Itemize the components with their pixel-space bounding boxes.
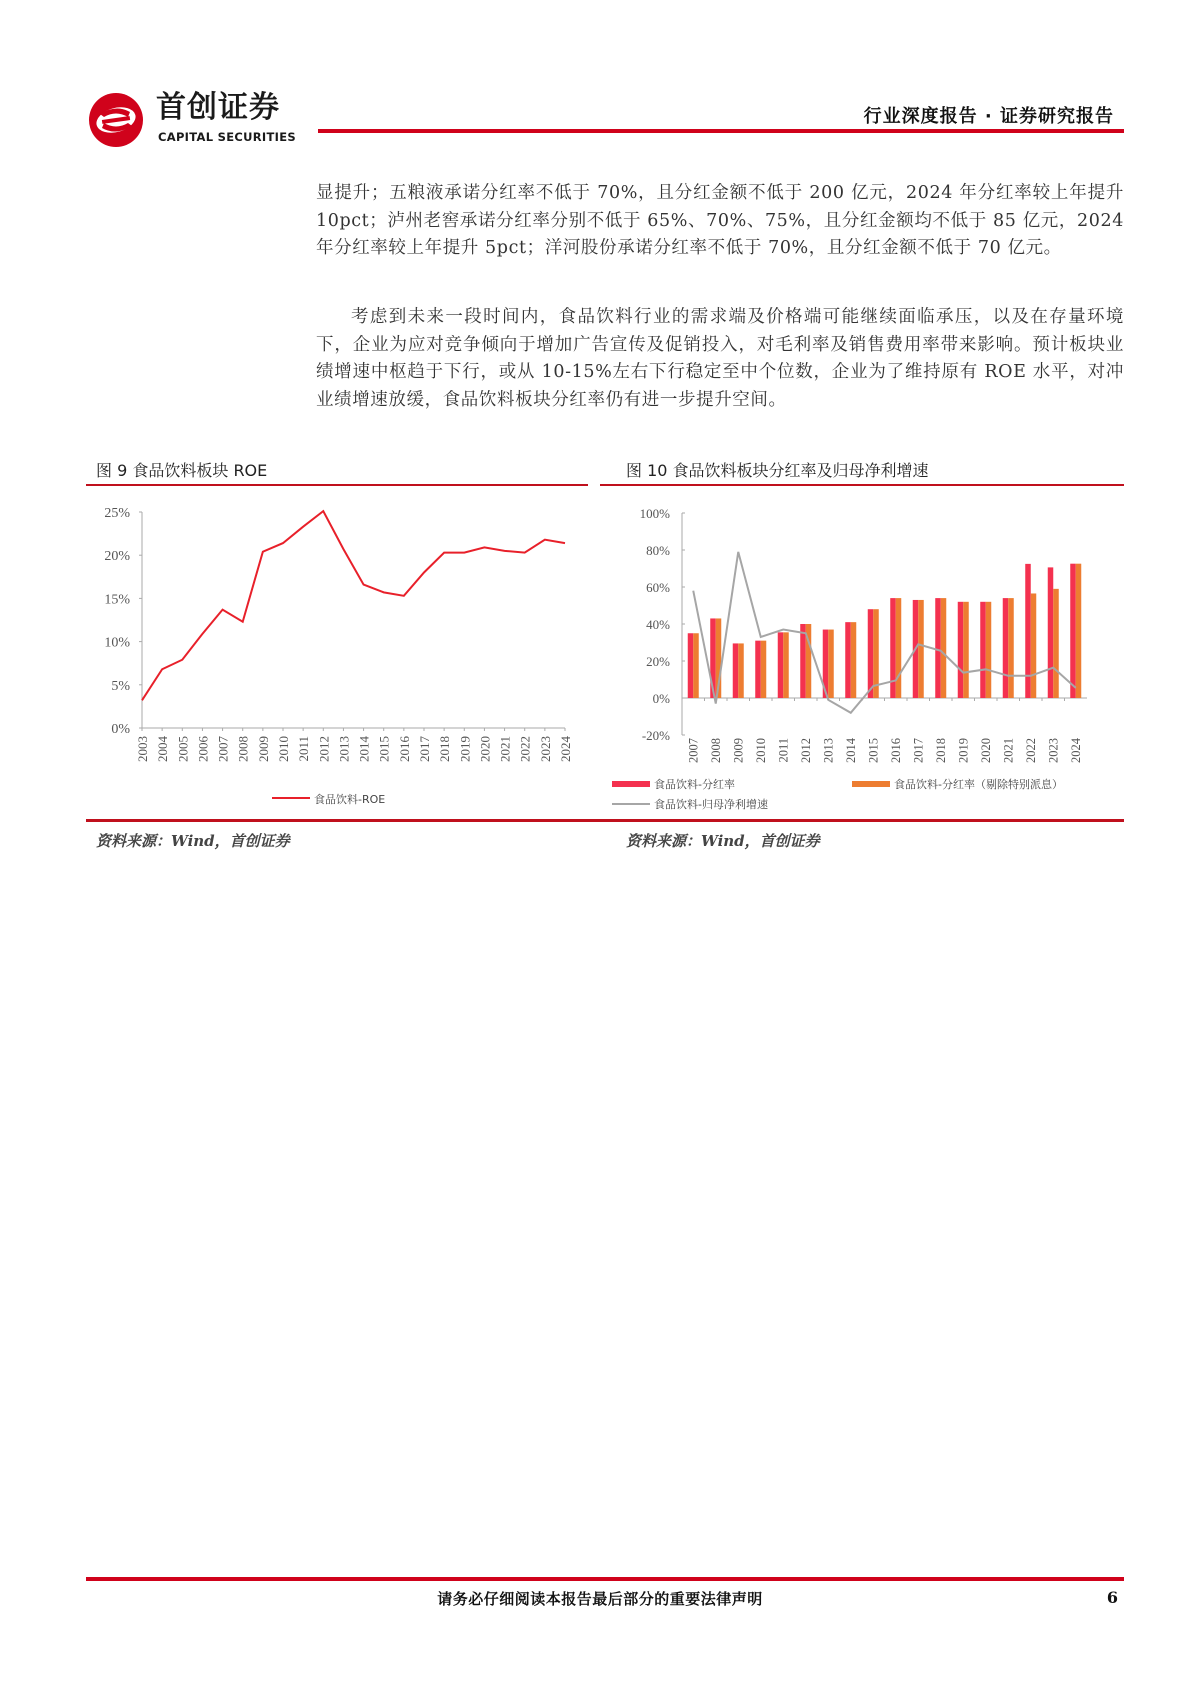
x-tick-label: 2015 [376, 736, 392, 762]
figure-9-source: 资料来源：Wind，首创证券 [96, 832, 290, 850]
y-tick-label: 80% [646, 543, 670, 558]
x-tick-label: 2013 [336, 736, 352, 762]
dividend-ratio-bar [1025, 564, 1031, 698]
legend-swatch-dividend-ex-special [852, 781, 890, 787]
y-tick-label: 100% [639, 506, 670, 521]
dividend-ratio-bar [1070, 564, 1076, 698]
figures-bottom-rule [86, 819, 1124, 822]
x-tick-label: 2017 [417, 736, 432, 762]
x-tick-label: 2014 [843, 738, 858, 763]
body-paragraph-2: 考虑到未来一段时间内，食品饮料行业的需求端及价格端可能继续面临承压，以及在存量环境下，企业为应对竞争倾向于增加广告宣传及促销投入，对毛利率及销售费用率带来影响。预计板块业绩增速中枢趋于下行，或从 10-15%左右下行稳定至中个位数，企业为了维持原有 ROE 水平，对冲业绩增速放缓，食品饮料板块分红率仍有进一步提升空间。 [316, 307, 1124, 410]
x-tick-label: 2022 [517, 736, 533, 762]
y-tick-label: 20% [104, 549, 130, 565]
x-tick-label: 2013 [821, 738, 836, 763]
dividend-ratio-bar [958, 602, 964, 698]
x-tick-label: 2019 [956, 738, 971, 763]
report-type-label: 行业深度报告 · 证券研究报告 [863, 106, 1114, 127]
y-tick-label: 40% [646, 617, 670, 632]
dividend-ratio-bar [688, 633, 694, 698]
dividend-ratio-bar [868, 609, 874, 698]
x-tick-label: 2012 [798, 738, 813, 763]
dividend-ratio-ex-special-bar [986, 602, 992, 698]
legend-label-growth: 食品饮料-归母净利增速 [654, 798, 768, 811]
y-tick-label: 0% [111, 722, 130, 737]
x-tick-label: 2014 [356, 736, 372, 762]
x-tick-label: 2008 [708, 738, 723, 763]
x-tick-label: 2006 [195, 736, 211, 762]
x-tick-label: 2022 [1023, 738, 1038, 763]
capital-securities-logo-icon [86, 90, 146, 150]
dividend-ratio-bar [980, 602, 986, 698]
x-tick-label: 2011 [296, 736, 312, 762]
dividend-ratio-bar [890, 598, 896, 698]
figure-10-source: 资料来源：Wind，首创证券 [626, 832, 820, 850]
dividend-ratio-ex-special-bar [896, 598, 902, 698]
x-tick-label: 2016 [396, 736, 412, 762]
y-tick-label: 10% [104, 635, 130, 651]
dividend-ratio-bar [778, 632, 784, 698]
x-tick-label: 2024 [1068, 738, 1083, 763]
dividend-ratio-ex-special-bar [941, 598, 947, 698]
x-tick-label: 2003 [135, 736, 150, 762]
x-tick-label: 2011 [776, 738, 791, 763]
y-tick-label: 5% [111, 678, 130, 694]
roe-series-line [142, 511, 565, 700]
legend-label: 食品饮料-ROE [314, 793, 386, 806]
figure-10-title: 图 10 食品饮料板块分红率及归母净利增速 [626, 461, 929, 480]
x-tick-label: 2020 [978, 738, 993, 763]
x-tick-label: 2019 [457, 736, 473, 762]
x-tick-label: 2017 [911, 738, 926, 763]
dividend-ratio-ex-special-bar [963, 602, 969, 698]
x-tick-label: 2005 [175, 736, 191, 762]
dividend-ratio-ex-special-bar [783, 632, 789, 698]
x-tick-label: 2009 [255, 736, 271, 762]
dividend-ratio-ex-special-bar [1076, 564, 1082, 698]
dividend-ratio-bar [845, 622, 851, 698]
net-profit-growth-line [693, 552, 1076, 713]
logo-chinese-name: 首创证券 [156, 90, 280, 125]
x-tick-label: 2012 [316, 736, 332, 762]
dividend-ratio-ex-special-bar [828, 630, 834, 698]
x-tick-label: 2010 [276, 736, 291, 762]
y-tick-label: 60% [646, 580, 670, 595]
x-tick-label: 2016 [888, 738, 903, 763]
x-tick-label: 2018 [437, 736, 453, 762]
x-tick-label: 2008 [235, 736, 251, 762]
dividend-ratio-ex-special-bar [1031, 593, 1037, 698]
header-divider [318, 129, 1124, 133]
dividend-ratio-chart [600, 490, 1124, 815]
figure-9-title-rule [86, 484, 588, 486]
dividend-ratio-ex-special-bar [851, 622, 857, 698]
dividend-ratio-ex-special-bar [761, 641, 767, 698]
dividend-ratio-bar [733, 643, 739, 698]
x-tick-label: 2020 [477, 736, 493, 762]
legal-disclaimer: 请务必仔细阅读本报告最后部分的重要法律声明 [437, 1590, 763, 1608]
y-tick-label: 0% [652, 691, 670, 706]
figure-10-title-rule [600, 484, 1124, 486]
dividend-ratio-ex-special-bar [693, 633, 699, 698]
x-tick-label: 2021 [1001, 738, 1016, 763]
dividend-ratio-bar [755, 641, 761, 698]
y-tick-label: 25% [104, 506, 130, 521]
legend-label-dividend-ex-special: 食品饮料-分红率（剔除特别派息） [894, 778, 1063, 791]
y-tick-label: 20% [646, 654, 670, 669]
dividend-ratio-bar [1003, 598, 1009, 698]
x-tick-label: 2004 [155, 736, 171, 762]
dividend-ratio-bar [935, 598, 941, 698]
logo-english-name: CAPITAL SECURITIES [158, 130, 296, 144]
x-tick-label: 2007 [215, 736, 231, 762]
x-tick-label: 2010 [753, 738, 768, 763]
dividend-ratio-ex-special-bar [1053, 589, 1059, 698]
y-tick-label: 15% [104, 592, 130, 608]
legend-label-dividend: 食品饮料-分红率 [654, 778, 735, 791]
page-number: 6 [1106, 1588, 1118, 1607]
body-paragraph-1: 显提升；五粮液承诺分红率不低于 70%，且分红金额不低于 200 亿元，2024 年分红率较上年提升 10pct；泸州老窖承诺分红率分别不低于 65%、70%、75%，且分红金额均不低于 85 亿元，2024 年分红率较上年提升 5pct；洋河股份承诺分红率不低于 70%，且分红金额不低于 70 亿元。 [316, 183, 1124, 258]
x-tick-label: 2018 [933, 738, 948, 763]
x-tick-label: 2024 [558, 736, 573, 762]
roe-line-chart [86, 490, 588, 815]
legend-swatch-dividend [612, 781, 650, 787]
figure-9-title: 图 9 食品饮料板块 ROE [96, 461, 268, 480]
x-tick-label: 2021 [497, 736, 513, 762]
x-tick-label: 2015 [866, 738, 881, 763]
x-tick-label: 2007 [686, 738, 701, 763]
x-tick-label: 2023 [537, 736, 553, 762]
dividend-ratio-bar [1048, 567, 1054, 698]
dividend-ratio-ex-special-bar [918, 600, 924, 698]
footer-divider [86, 1577, 1124, 1581]
dividend-ratio-ex-special-bar [738, 643, 744, 698]
dividend-ratio-ex-special-bar [1008, 598, 1014, 698]
company-logo [86, 88, 316, 152]
dividend-ratio-bar [800, 624, 806, 698]
x-tick-label: 2023 [1046, 738, 1061, 763]
x-tick-label: 2009 [731, 738, 746, 763]
y-tick-label: -20% [641, 728, 670, 743]
